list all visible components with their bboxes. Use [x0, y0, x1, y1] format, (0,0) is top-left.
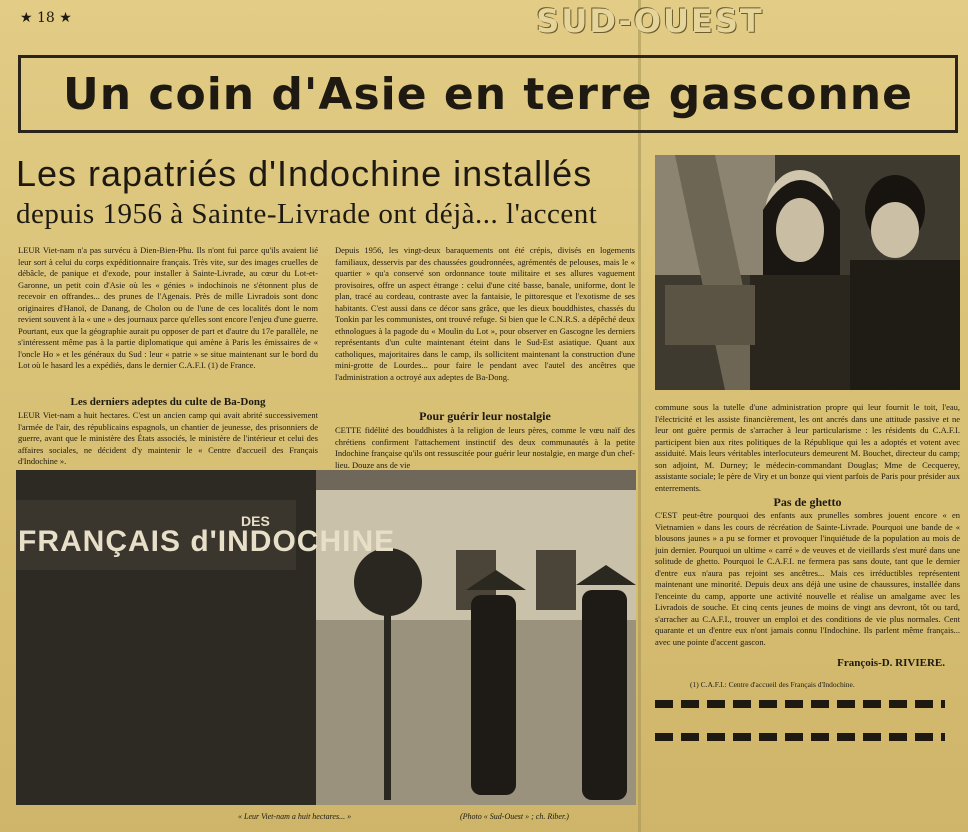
camp-sign: FRANÇAIS d'INDOCHINE	[18, 525, 396, 558]
subhead-ba-dong: Les derniers adeptes du culte de Ba-Dong	[70, 396, 266, 408]
subhead-nostalgie: Pour guérir leur nostalgie	[419, 409, 551, 423]
article-column-2: Depuis 1956, les vingt-deux baraquements ont été crépis, divisés en logements familiaux, desservis par des chaussées goudronnées, agrémentés de pelouses, mais le « quartier » qu'a conservé son ordonnance toute militaire et ses allures vaguement provisoires, offre un aspect étrange : celui d'une cité basse, banale, uniforme, dont le plan, tracé au cordeau, contraste avec la fantaisie, le pittoresque et l'exotisme de ses habitants. C'est aussi dans ce décor sans grâce, que les dieux bouddhistes, chassés du Tonkin par les communistes, ont trouvé refuge. Si bien que le C.N.R.S. a dépêché deux ethnologues à la pagode du « Moulin du Lot », pour observer en Gascogne les derniers représentants d'un culte maintenant éteint dans le Sud-Est asiatique. Quant aux catholiques, majoritaires dans le camp, ils sollicitent maintenant la construction d'une mini-grotte de Lourdes... pour faire le pendant avec l'autel des ancêtres que l'administration a octroyé aux adeptes de Ba-Dong.	[335, 245, 635, 382]
headline-box	[18, 55, 958, 133]
subheadline-2: depuis 1956 à Sainte-Livrade ont déjà... l'accent	[16, 198, 598, 230]
article-column-2b: CETTE fidélité des bouddhistes à la religion de leurs pères, comme le vœu naïf des chrétiens confirment l'attachement instinctif des deux communautés à la petite Indochine française qu'ils ont ressuscitée pour guérir leur nostalgie, en marge d'un chef-lieu. Douze ans de vie	[335, 425, 635, 470]
headline: Un coin d'Asie en terre gasconne	[63, 68, 913, 120]
photo-caption: « Leur Viet-nam a huit hectares... »	[238, 812, 352, 821]
article-column-1: LEUR Viet-nam n'a pas survécu à Dien-Bien-Phu. Ils n'ont fui parce qu'ils avaient lié leur sort à celui du corps expéditionnaire français. Très vite, sur des images cruelles de débâcle, de panique et d'exode, pour installer à Sainte-Livrade, au cœur du Lot-et-Garonne, un petit coin d'Asie où les « génies » indochinois ne s'étonnent plus de recevoir en offrandes... des prunes de l'Agenais. Près de mille Livradois sont donc originaires d'Hanoï, de Danang, de Cholon ou de l'une de ces localités dont le nom revient souvent à la « une » des journaux parce qu'elles sont encore l'enjeu d'une guerre. Pourtant, eux que la géographie aurait pu opposer de part et d'autre du 17e parallèle, ne s'intéressent même pas à la partie diplomatique qui amène à Paris les émissaires de « l'oncle Ho » et les généraux du Sud : leur « patrie » se situe maintenant sur le bord du Lot où le hasard les a expédiés, dans le dernier C.A.F.I. (1) de France.	[18, 245, 318, 370]
subheadline-1: Les rapatriés d'Indochine installés	[16, 153, 593, 194]
subhead-ghetto: Pas de ghetto	[773, 495, 842, 509]
photo-camp	[16, 470, 636, 805]
article-column-1b: LEUR Viet-nam a huit hectares. C'est un ancien camp qui avait abrité successivement l'armée de l'air, des républicains espagnols, un chantier de jeunesse, des prisonniers de guerre, avant que le ministère des États associés, le ministère de l'intérieur et celui des affaires sociales, ne décident d'y maintenir le « Centre d'accueil des Français d'Indochine ».	[18, 410, 318, 465]
photo-credit: (Photo « Sud-Ouest » ; ch. Riber.)	[460, 812, 569, 821]
article-column-3: commune sous la tutelle d'une administration propre qui leur fournit le toit, l'eau, l'électricité et les assiste financièrement, les ont ancrés dans une attitude passive et ne leur ont guère permis de s'arracher à leur particularisme : les résidents du C.A.F.I. participent bien aux rites politiques de la République qui les a adoptés et votent avec assiduité. Mais leurs véritables interlocuteurs demeurent M. Bouchet, directeur du camp; son adjoint, M. Durney; le médecin-commandant Douglas; Mme de Cecquerey, assistante sociale; le père de Viry et un bonze qui vient parfois de Paris pour présider aux enterrements.	[655, 402, 960, 493]
camp-sign-small: DES	[241, 513, 270, 529]
photo-camp-image	[16, 470, 636, 805]
photo-children-image	[655, 155, 960, 390]
dashed-rule-2	[655, 733, 945, 741]
dashed-rule	[655, 700, 945, 708]
masthead: SUD-OUEST	[536, 2, 764, 40]
author-signature: François-D. RIVIERE.	[837, 657, 945, 669]
footnote: (1) C.A.F.I.: Centre d'accueil des Français d'Indochine.	[690, 680, 855, 689]
photo-children	[655, 155, 960, 390]
page-number: ★ 18 ★	[20, 10, 72, 26]
article-column-3b: C'EST peut-être pourquoi des enfants aux prunelles sombres jouent encore « en Vietnamien » dans les cours de récréation de Sainte-Livrade. Pourquoi une bande de « blousons jaunes » a pu se former et provoquer l'inquiétude de la population au mois de juin dernier. Pourquoi un ultime « carré » de veuves et de vieillards s'est muré dans une solitude de ghetto. Pourquoi le C.A.F.I. ne fermera pas sans doute, tant que le dernier d'entre eux n'aura pas rejoint ses ancêtres... Mais ces irréductibles représentent maintenant une minorité. Depuis deux ans déjà une usine de chaussures, installée dans l'enceinte du camp, apporte une activité nouvelle et réalise un amalgame avec les Livradois de souche. Et cinq cents jeunes de moins de vingt ans devront, tôt ou tard, s'arracher au C.A.F.I., trouver un emploi et des conditions de vie plus normales. Cent quarante et un d'entre eux n'ont jamais connu l'Indochine. Ils parlent même français... avec une pointe d'accent gascon.	[655, 510, 960, 647]
